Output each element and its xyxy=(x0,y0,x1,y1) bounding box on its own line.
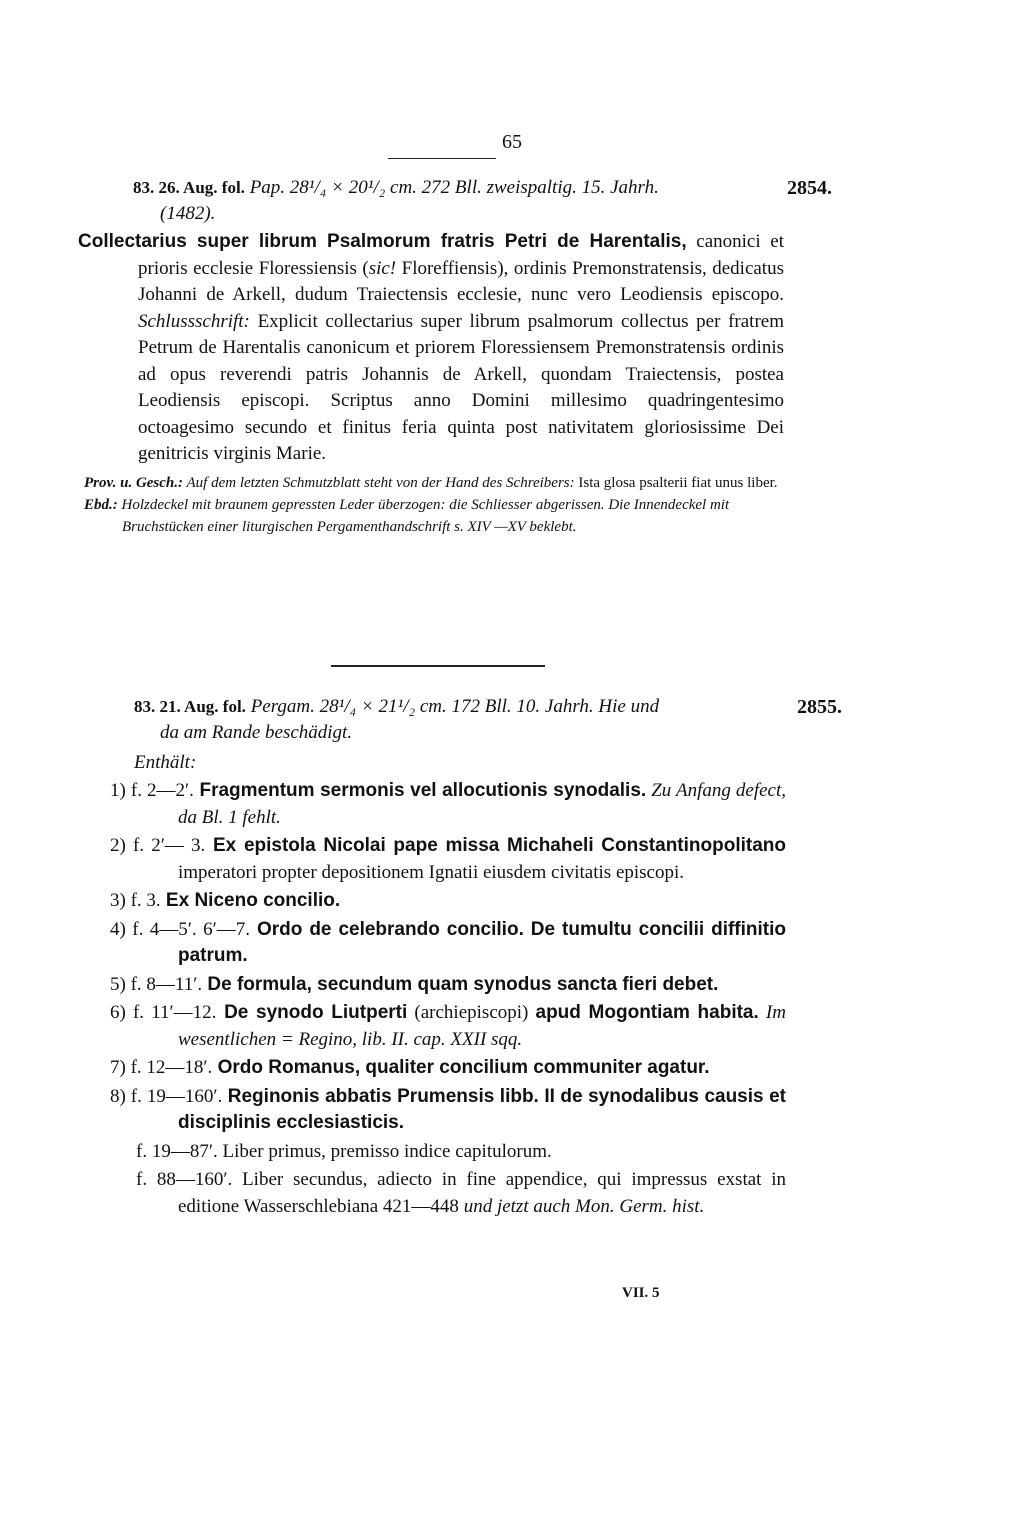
sub-list-item xyxy=(0,1167,786,1220)
folio-label: 7) f. 12—18′. xyxy=(110,1057,213,1078)
item-title: Reginonis abbatis Prumensis libb. II de synodalibus causis et disciplinis ecclesiasticis. xyxy=(178,1085,786,1133)
item-title: De formula, secundum quam synodus sancta fieri debet. xyxy=(202,973,719,995)
item-text: imperatori propter depositionem Ignatii eiusdem civitatis episcopi. xyxy=(178,861,685,883)
folio-label: 8) f. 19—160′. xyxy=(110,1085,223,1107)
shelfmark: 83. 26. Aug. fol. xyxy=(133,178,245,197)
entry-heading xyxy=(0,694,1024,720)
folio-label: 5) f. 8—11′. xyxy=(110,973,203,995)
prov-text: Ista glosa psalterii fiat unus liber. xyxy=(574,474,778,491)
item-title: De synodo Liutperti xyxy=(216,1002,408,1023)
sheet-signature: VII. 5 xyxy=(622,1285,660,1301)
folio-label: 4) f. 4—5′. 6′—7. xyxy=(110,918,251,940)
list-item xyxy=(0,888,786,915)
item-text: (archiepiscopi) xyxy=(407,1002,536,1023)
item-title: Ordo Romanus, qualiter concilium communiter agatur. xyxy=(212,1057,710,1078)
folio-label: 3) f. 3. xyxy=(110,890,161,911)
prov-text-italic: Auf dem letzten Schmutzblatt steht von der Hand des Schreibers: xyxy=(183,474,575,491)
schluss-text: Explicit collectarius super librum psalmorum collectus per fratrem Petrum de Harentalis canonicum et priorem Floressiensem Premonstratensis ordinis ad opus reverendi patris Johannis de Arkell, quondam Traiectensis, postea Leodiensis episcopi. Scriptus anno Domini millesimo quadringentesimo octoagesimo secundo et finitus feria quinta post nativitatem gloriosissime Dei genitricis virginis Marie. xyxy=(138,310,784,464)
folio-label: 1) f. 2—2′. xyxy=(110,780,194,801)
entry-number: 2854. xyxy=(787,177,832,199)
list-item xyxy=(0,917,786,970)
entry-title xyxy=(0,229,784,468)
entry-number: 2855. xyxy=(797,696,842,718)
folio-label: 6) f. 11′—12. xyxy=(110,1002,217,1023)
item-title: Fragmentum sermonis vel allocutionis synodalis. xyxy=(193,780,647,801)
item-title-2: apud Mogontiam habita. xyxy=(535,1002,759,1023)
list-item xyxy=(0,833,786,886)
list-item xyxy=(0,1084,786,1137)
list-item xyxy=(0,1055,786,1082)
item-text: Liber secundus, adiecto in fine appendice, qui impressus exstat in editione Wasserschlebiana 421—448 xyxy=(178,1169,786,1217)
title-text-2: Floreffiensis), ordinis Premonstratensis, dedicatus Johanni de Arkell, dudum Traiectensis ecclesie, nunc vero Leodiensis episcopo. xyxy=(138,257,784,305)
catalog-entry-2855 xyxy=(0,694,1024,1222)
item-text: Liber primus, premisso indice capitulorum. xyxy=(217,1140,552,1162)
schluss-label: Schlussschrift: xyxy=(138,310,250,332)
entry-heading xyxy=(0,175,1024,201)
page-number: 65 xyxy=(502,131,522,153)
item-title: Ex epistola Nicolai pape missa Michaheli Constantinopolitano xyxy=(205,835,786,856)
header-rule xyxy=(388,158,496,159)
sic-note: sic! xyxy=(368,257,397,279)
title-bold: Collectarius super librum Psalmorum fratris Petri de Harentalis, xyxy=(78,231,687,252)
provenance-note xyxy=(0,472,792,494)
folio-label: f. 19—87′. xyxy=(136,1140,218,1162)
item-title: Ex Niceno concilio. xyxy=(160,890,341,911)
item-note: Zu Anfang defect, da Bl. 1 fehlt. xyxy=(178,780,786,828)
shelfmark: 83. 21. Aug. fol. xyxy=(134,697,246,716)
list-item xyxy=(0,778,786,831)
folio-label: 2) f. 2′— 3. xyxy=(110,835,206,856)
section-divider xyxy=(331,665,545,667)
physical-description: Pap. 28¹/₄ × 20¹/₂ cm. 272 Bll. zweispaltig. 15. Jahrh. xyxy=(249,177,659,198)
physical-description: Pergam. 28¹/₄ × 21¹/₂ cm. 172 Bll. 10. Jahrh. Hie und xyxy=(250,696,660,717)
item-title: Ordo de celebrando concilio. De tumultu concilii diffinitio patrum. xyxy=(178,918,786,966)
list-item xyxy=(0,972,786,999)
item-note: Im wesentlichen = Regino, lib. II. cap. XXII sqq. xyxy=(178,1002,786,1050)
binding-note xyxy=(0,494,792,538)
contents-label: Enthält: xyxy=(134,752,197,773)
date-continuation: (1482). xyxy=(160,203,216,224)
sub-list-item xyxy=(0,1139,786,1166)
contents-list xyxy=(0,778,1024,1220)
item-note: und jetzt auch Mon. Germ. hist. xyxy=(458,1195,705,1217)
prov-label: Prov. u. Gesch.: xyxy=(84,474,184,491)
list-item xyxy=(0,1000,786,1053)
title-text: canonici et prioris ecclesie Floressiensis ( xyxy=(138,231,784,279)
description-continuation: da am Rande beschädigt. xyxy=(160,722,353,743)
catalog-entry-2854 xyxy=(0,175,1024,538)
folio-label: f. 88—160′. xyxy=(136,1169,233,1190)
ebd-label: Ebd.: xyxy=(84,496,118,513)
ebd-text: Holzdeckel mit braunem gepressten Leder überzogen: die Schliesser abgerissen. Die Innendeckel mit Bruchstücken einer liturgischen Pergamenthandschrift s. XIV —XV beklebt. xyxy=(117,496,730,535)
